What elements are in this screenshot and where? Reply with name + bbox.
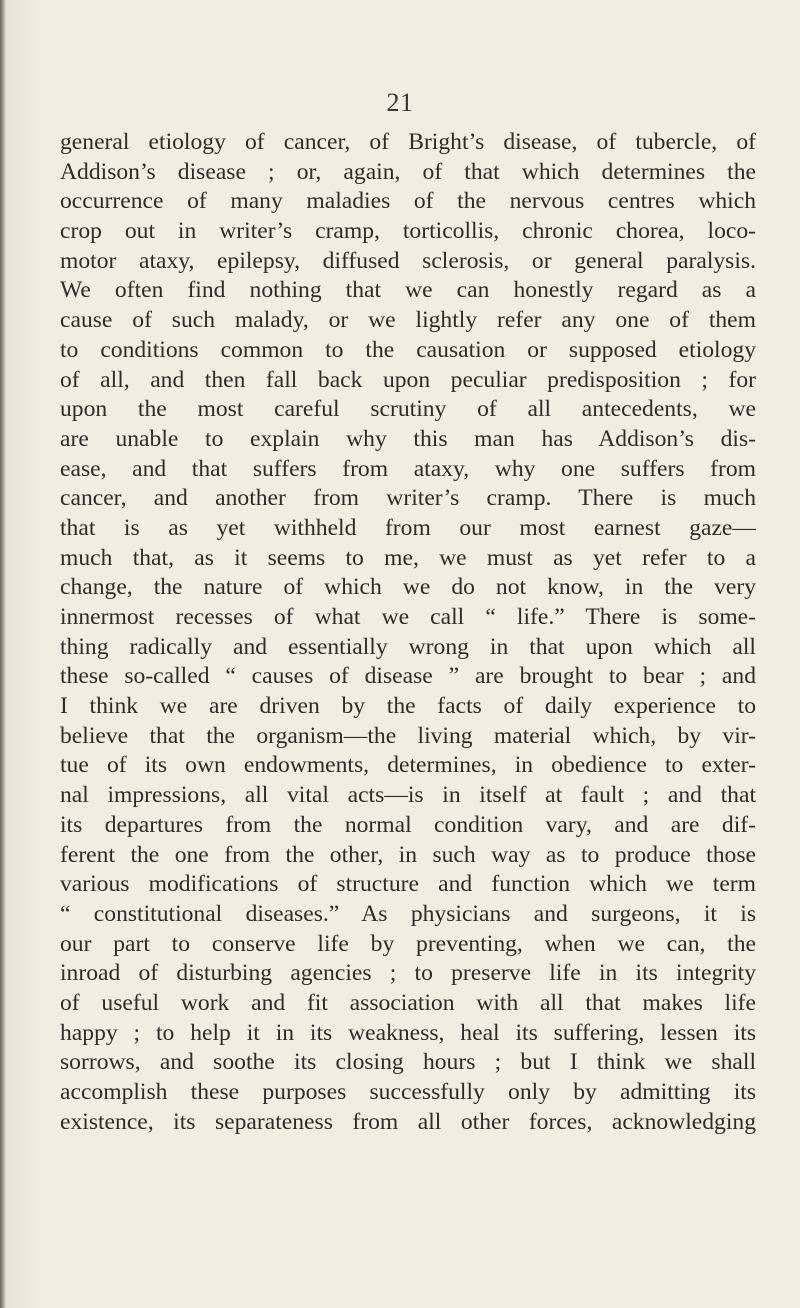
text-line: to conditions common to the causation or supposed etiology [60,336,756,363]
text-line: much that, as it seems to me, we must as yet refer to a [60,544,756,571]
body-paragraph [60,128,756,1137]
text-line: its departures from the normal condition vary, and are dif- [60,811,756,838]
text-line: our part to conserve life by preventing, when we can, the [60,930,756,957]
text-line: existence, its separateness from all other forces, acknowledging [60,1108,756,1135]
text-line: that is as yet withheld from our most earnest gaze— [60,514,756,541]
text-line: of all, and then fall back upon peculiar predisposition ; for [60,366,756,393]
text-line: motor ataxy, epilepsy, diffused sclerosis, or general paralysis. [60,247,756,274]
text-line: tue of its own endowments, determines, in obedience to exter- [60,752,756,779]
text-line: crop out in writer’s cramp, torticollis, chronic chorea, loco- [60,218,756,245]
text-line: ease, and that suffers from ataxy, why one suffers from [60,455,756,482]
text-line: ferent the one from the other, in such way as to produce those [60,841,756,868]
text-line: believe that the organism—the living material which, by vir- [60,722,756,749]
text-line: occurrence of many maladies of the nervous centres which [60,188,756,215]
text-line: Addison’s disease ; or, again, of that which determines the [60,158,756,185]
text-line: change, the nature of which we do not know, in the very [60,574,756,601]
text-line: cancer, and another from writer’s cramp. There is much [60,485,756,512]
text-line: various modifications of structure and function which we term [60,871,756,898]
text-line: sorrows, and soothe its closing hours ; but I think we shall [60,1049,756,1076]
text-line: of useful work and fit association with all that makes life [60,989,756,1016]
text-line: happy ; to help it in its weakness, heal its suffering, lessen its [60,1019,756,1046]
text-line: I think we are driven by the facts of daily experience to [60,693,756,720]
text-line: innermost recesses of what we call “ life.” There is some- [60,604,756,630]
text-line: accomplish these purposes successfully only by admitting its [60,1079,756,1105]
text-line: are unable to explain why this man has Addison’s dis- [60,425,756,452]
page-number: 21 [386,88,414,117]
text-line: cause of such malady, or we lightly refer any one of them [60,307,756,334]
page-binding-edge [0,0,6,1308]
text-line: general etiology of cancer, of Bright’s disease, of tubercle, of [60,129,756,155]
text-line: We often find nothing that we can honestly regard as a [60,277,756,304]
text-line: these so-called “ causes of disease ” are brought to bear ; and [60,663,756,690]
text-line: thing radically and essentially wrong in that upon which all [60,633,756,660]
text-line: nal impressions, all vital acts—is in itself at fault ; and that [60,782,756,809]
text-line: upon the most careful scrutiny of all antecedents, we [60,396,756,423]
text-line: “ constitutional diseases.” As physicians and surgeons, it is [60,900,756,927]
text-line: inroad of disturbing agencies ; to preserve life in its integrity [60,960,756,987]
